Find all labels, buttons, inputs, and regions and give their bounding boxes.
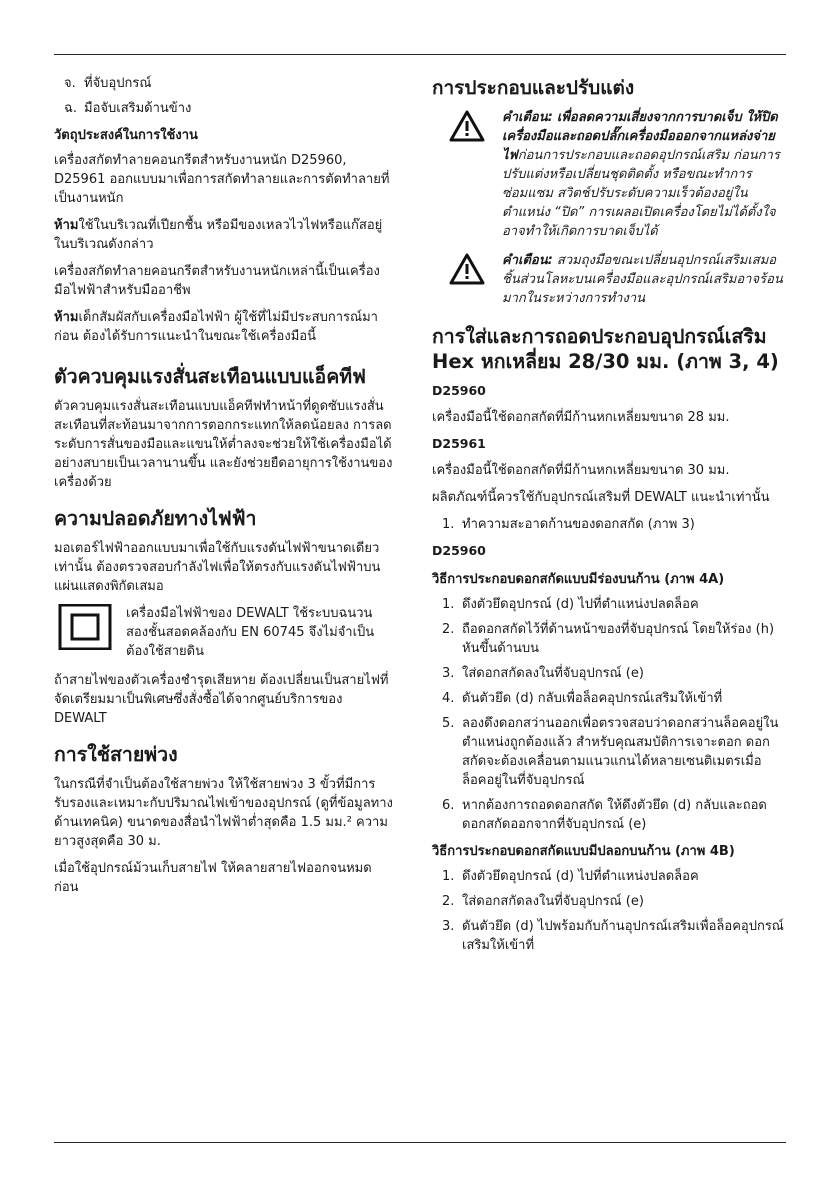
vibration-paragraph: ตัวควบคุมแรงสั่นสะเทือนแบบแอ็คทีฟทำหน้าที่ดูดซับแรงสั่นสะเทือนที่สะท้อนมาจากการตอกกระแทกให้ลดน้อยลง การลดระดับการสั่นของมือและแขนให้ต่ำลงจะช่วยให้ใช้เครื่องมือได้อย่างสบายเป็นเวลานานขึ้น และยังช่วยยืดอายุการใช้งานของเครื่องด้วย bbox=[54, 399, 393, 490]
vibration-heading: ตัวควบคุมแรงสั่นสะเทือนแบบแอ็คทีฟ bbox=[54, 365, 366, 388]
list-item: 1. ดึงตัวยึดอุปกรณ์ (d) ไปที่ตำแหน่งปลดล็อค bbox=[442, 869, 699, 884]
electrical-paragraph: มอเตอร์ไฟฟ้าออกแบบมาเพื่อใช้กับแรงดันไฟฟ้าขนาดเดียวเท่านั้น ต้องตรวจสอบกำลังไฟเพื่อให้ตรงกับแรงดันไฟฟ้าบนแผ่นแสดงพิกัดเสมอ bbox=[54, 541, 381, 594]
list-item: 1. ดึงตัวยึดอุปกรณ์ (d) ไปที่ตำแหน่งปลดล็อค bbox=[442, 597, 699, 612]
clean-step-list bbox=[432, 515, 786, 534]
recommended-accessories: ผลิตภัณฑ์นี้ควรใช้กับอุปกรณ์เสริมที่ DEWALT แนะนำเท่านั้น bbox=[432, 490, 770, 505]
list-item: จ. ที่จับอุปกรณ์ bbox=[64, 76, 152, 91]
top-rule bbox=[54, 54, 786, 55]
collar-steps bbox=[432, 867, 786, 955]
cord-reel-paragraph: เมื่อใช้อุปกรณ์ม้วนเก็บสายไฟ ให้คลายสายไฟออกจนหมดก่อน bbox=[54, 861, 372, 895]
extension-cord-heading: การใช้สายพ่วง bbox=[54, 743, 178, 766]
bottom-rule bbox=[54, 1142, 786, 1143]
double-insulation-block bbox=[54, 604, 394, 661]
warning-triangle-icon bbox=[449, 110, 485, 142]
list-item: 3. ใส่ดอกสกัดลงในที่จับอุปกรณ์ (e) bbox=[442, 666, 644, 681]
right-column bbox=[432, 74, 786, 963]
parts-list bbox=[54, 74, 394, 118]
purpose-professional: เครื่องสกัดทำลายคอนกรีตสำหรับงานหนักเหล่านี้เป็นเครื่องมือไฟฟ้าสำหรับมืออาชีพ bbox=[54, 264, 380, 298]
extension-paragraph: ในกรณีที่จำเป็นต้องใช้สายพ่วง ให้ใช้สายพ่วง 3 ขั้วที่มีการรับรองและเหมาะกับปริมาณไฟเข้าของอุปกรณ์ (ดูที่ข้อมูลทางด้านเทคนิค) ขนาดของสื่อนำไฟฟ้าต่ำสุดคือ 1.5 มม.² ความยาวสูงสุดคือ 30 ม. bbox=[54, 777, 393, 849]
groove-heading: วิธีการประกอบดอกสกัดแบบมีร่องบนก้าน (ภาพ 4A) bbox=[432, 572, 725, 587]
list-item: 1. ทำความสะอาดก้านของดอกสกัด (ภาพ 3) bbox=[442, 517, 695, 532]
warning-triangle-icon bbox=[449, 253, 485, 285]
warning-unplug bbox=[432, 108, 786, 241]
double-insulation-icon bbox=[54, 604, 116, 650]
list-item: 2. ใส่ดอกสกัดลงในที่จับอุปกรณ์ (e) bbox=[442, 894, 644, 909]
warning-text: คำเตือน: เพื่อลดความเสี่ยงจากการบาดเจ็บ ให้ปิดเครื่องมือและถอดปลั๊กเครื่องมือออกจากแหล่งจ่ายไฟก่อนการประกอบและถอดอุปกรณ์เสริม ก่อนการปรับแต่งหรือเปลี่ยนชุดติดตั้ง หรือขณะทำการซ่อมแซม สวิตช์ปรับระดับความเร็วต้องอยู่ในตำแหน่ง “ปิด” การเผลอเปิดเครื่องโดยไม่ได้ตั้งใจ อาจทำให้เกิดการบาดเจ็บได้ bbox=[502, 110, 780, 239]
list-item: 6. หากต้องการถอดดอกสกัด ให้ดึงตัวยึด (d) กลับและถอดดอกสกัดออกจากที่จับอุปกรณ์ (e) bbox=[442, 798, 767, 832]
hex-accessory-heading: การใส่และการถอดประกอบอุปกรณ์เสริม Hex หกเหลี่ยม 28/30 มม. (ภาพ 3, 4) bbox=[432, 325, 779, 373]
model-label: D25960 bbox=[432, 543, 486, 558]
electrical-safety-heading: ความปลอดภัยทางไฟฟ้า bbox=[54, 507, 257, 530]
model-description: เครื่องมือนี้ใช้ดอกสกัดที่มีก้านหกเหลี่ยมขนาด 28 มม. bbox=[432, 410, 730, 425]
warning-gloves bbox=[432, 251, 786, 308]
list-item: ฉ. มือจับเสริมด้านข้าง bbox=[64, 101, 192, 116]
list-item: 5. ลองดึงดอกสว่านออกเพื่อตรวจสอบว่าดอกสว่านล็อคอยู่ในตำแหน่งถูกต้องแล้ว สำหรับคุณสมบัติการเจาะตอก ดอกสกัดจะต้องเคลื่อนตามแนวแกนได้หลายเซนติเมตรเมื่อล็อคอยู่ในที่จับอุปกรณ์ bbox=[442, 716, 779, 788]
model-label: D25960 bbox=[432, 383, 486, 398]
double-insulation-text: เครื่องมือไฟฟ้าของ DEWALT ใช้ระบบฉนวนสองชั้นสอดคล้องกับ EN 60745 จึงไม่จำเป็นต้องใช้สายดิน bbox=[126, 606, 375, 659]
list-item: 3. ดันตัวยึด (d) ไปพร้อมกับก้านอุปกรณ์เสริมเพื่อล็อคอุปกรณ์เสริมให้เข้าที่ bbox=[442, 919, 784, 953]
list-item: 4. ดันตัวยึด (d) กลับเพื่อล็อคอุปกรณ์เสริมให้เข้าที่ bbox=[442, 691, 723, 706]
warning-text: คำเตือน: สวมถุงมือขณะเปลี่ยนอุปกรณ์เสริมเสมอ ชิ้นส่วนโลหะบนเครื่องมือและอุปกรณ์เสริมอาจร้อนมากในระหว่างการทำงาน bbox=[502, 253, 783, 306]
model-description: เครื่องมือนี้ใช้ดอกสกัดที่มีก้านหกเหลี่ยมขนาด 30 มม. bbox=[432, 463, 730, 478]
groove-steps bbox=[432, 595, 786, 834]
collar-heading: วิธีการประกอบดอกสกัดแบบมีปลอกบนก้าน (ภาพ 4B) bbox=[432, 844, 735, 859]
list-item: 2. ถือดอกสกัดไว้ที่ด้านหน้าของที่จับอุปกรณ์ โดยให้ร่อง (h) หันขึ้นด้านบน bbox=[442, 622, 775, 656]
assembly-heading: การประกอบและปรับแต่ง bbox=[432, 77, 635, 99]
purpose-paragraph: เครื่องสกัดทำลายคอนกรีตสำหรับงานหนัก D25960, D25961 ออกแบบมาเพื่อการสกัดทำลายและการตัดทำลายที่เป็นงานหนัก bbox=[54, 153, 390, 206]
purpose-warning-wet: ห้ามใช้ในบริเวณที่เปียกชื้น หรือมีของเหลวไวไฟหรือแก๊สอยู่ในบริเวณดังกล่าว bbox=[54, 218, 383, 252]
purpose-heading: วัตถุประสงค์ในการใช้งาน bbox=[54, 128, 198, 143]
left-column bbox=[54, 74, 394, 905]
purpose-warning-children: ห้ามเด็กสัมผัสกับเครื่องมือไฟฟ้า ผู้ใช้ที่ไม่มีประสบการณ์มาก่อน ต้องได้รับการแนะนำในขณะใช้เครื่องมือนี้ bbox=[54, 310, 378, 344]
cord-replacement-paragraph: ถ้าสายไฟของตัวเครื่องชำรุดเสียหาย ต้องเปลี่ยนเป็นสายไฟที่จัดเตรียมมาเป็นพิเศษซึ่งสั่งซื้อได้จากศูนย์บริการของ DEWALT bbox=[54, 673, 389, 726]
model-label: D25961 bbox=[432, 436, 486, 451]
